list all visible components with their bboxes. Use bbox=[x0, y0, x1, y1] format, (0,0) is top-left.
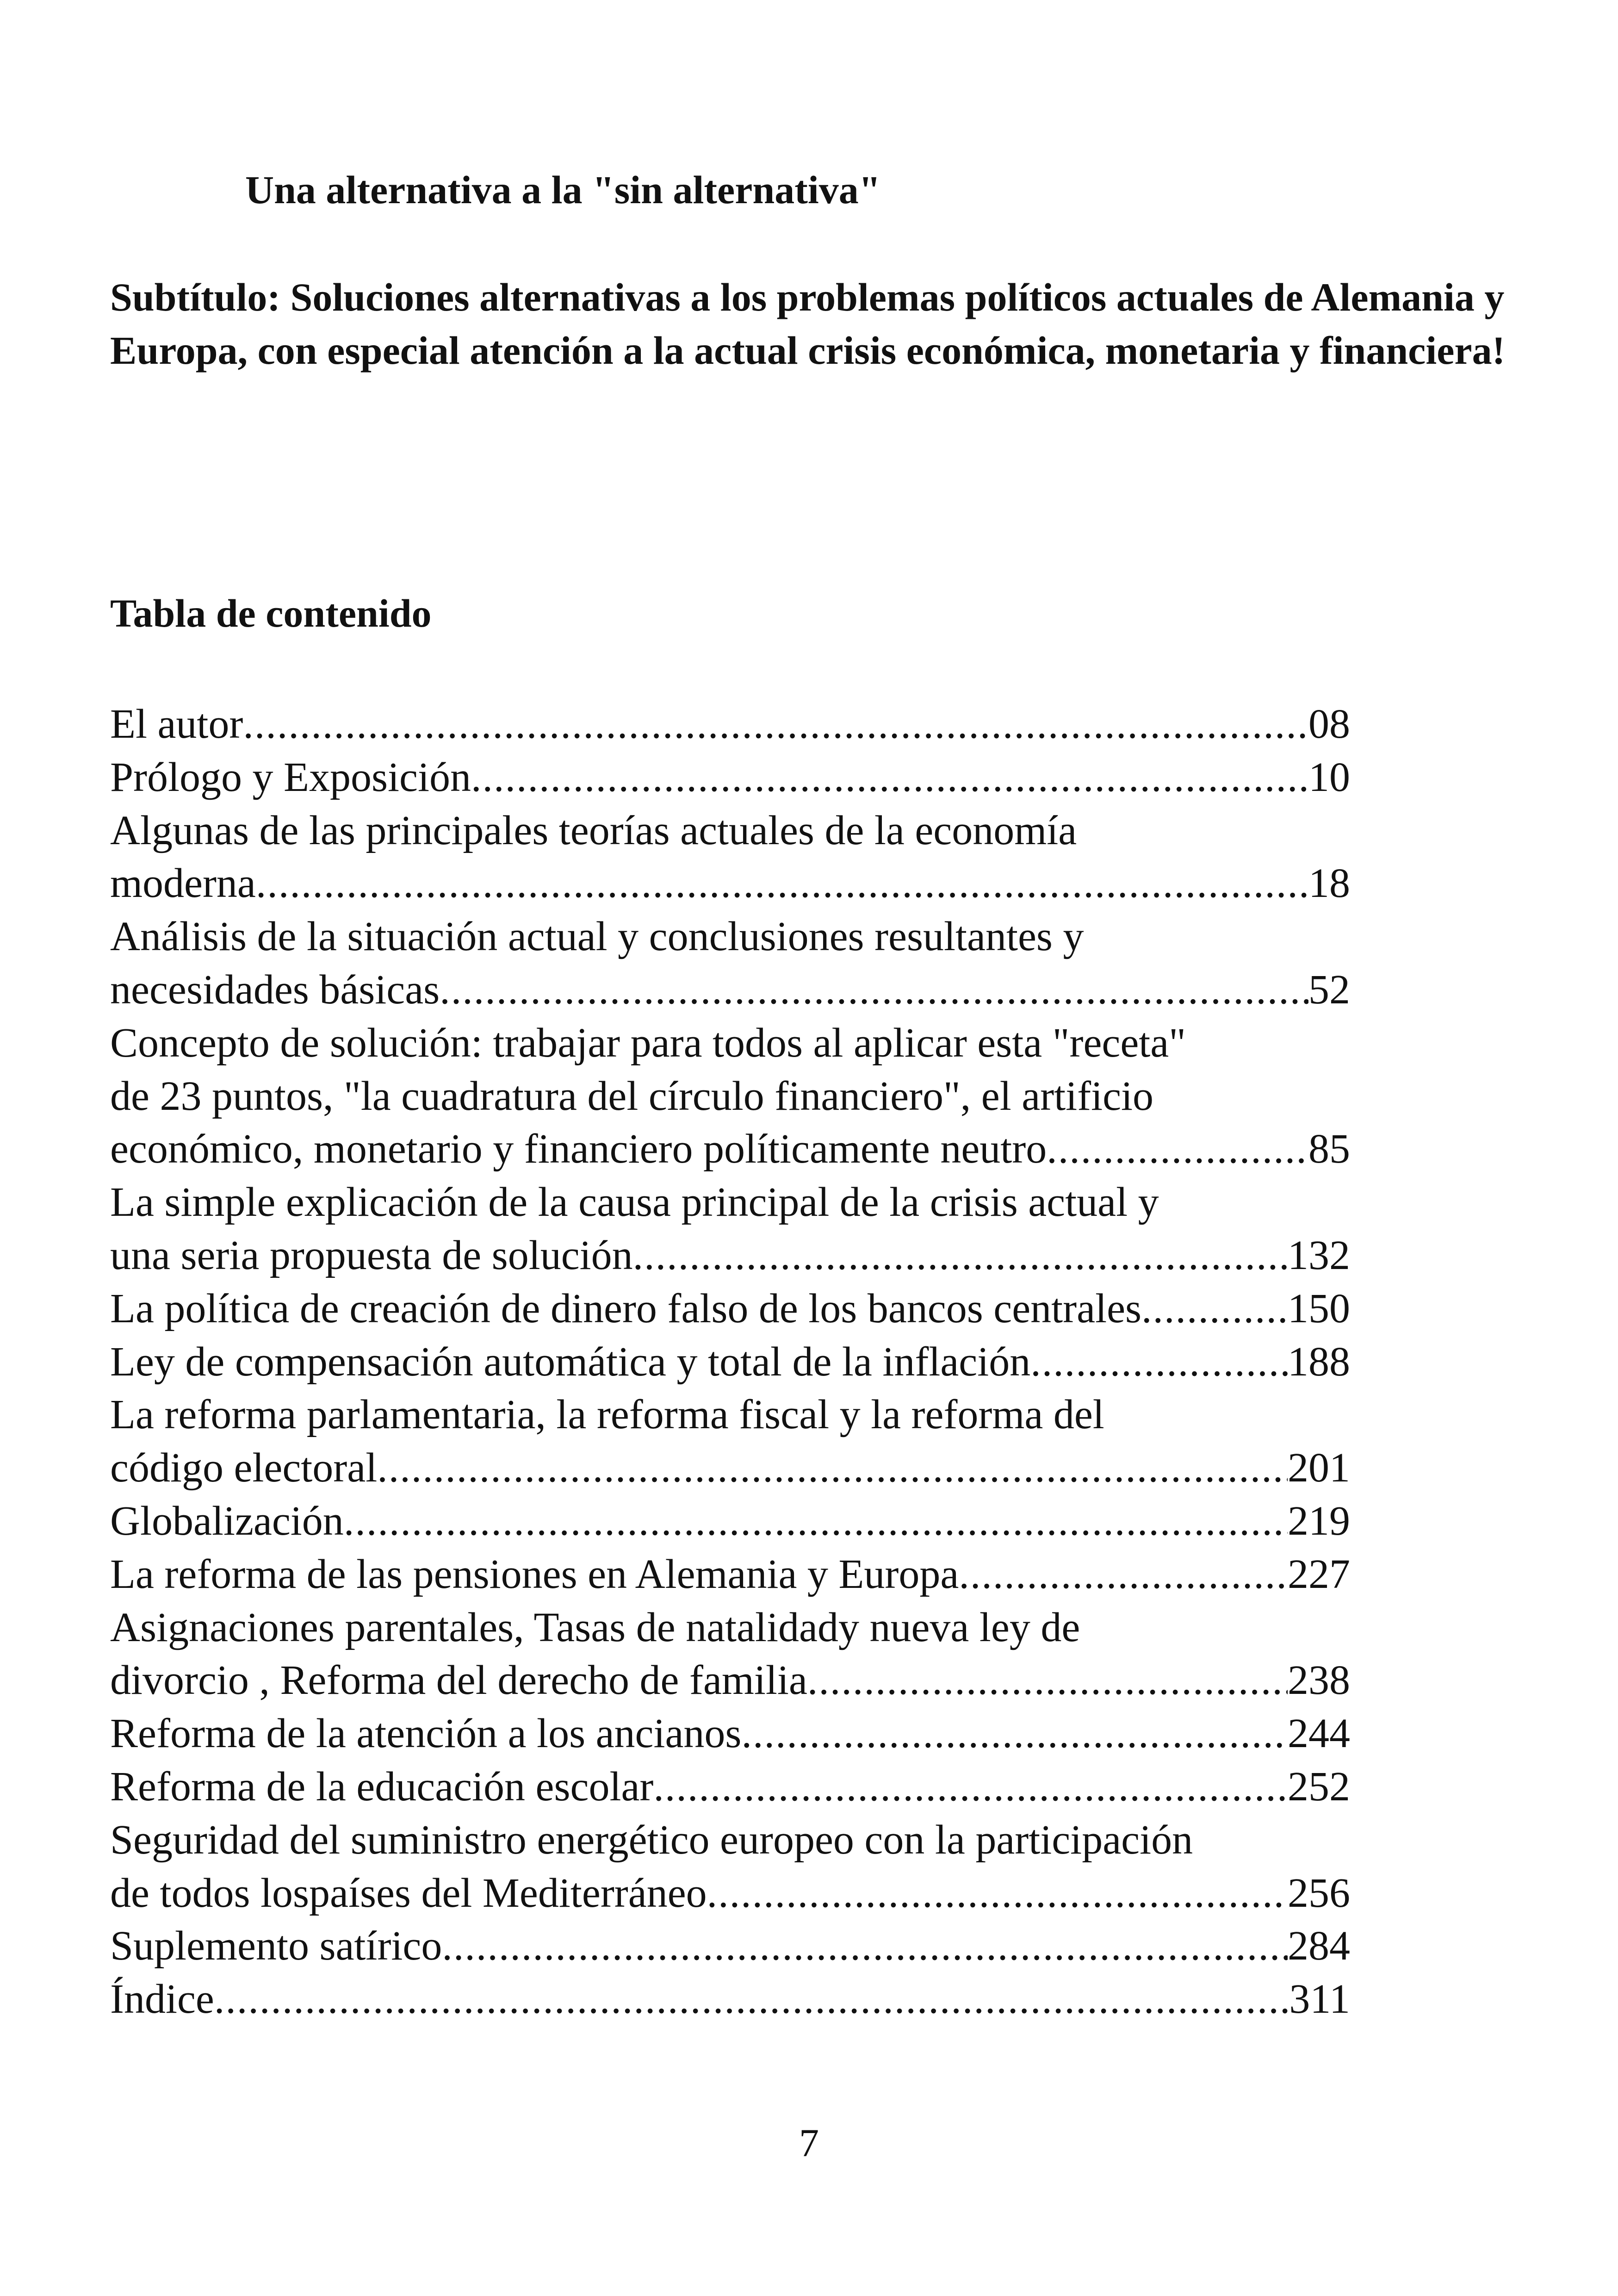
toc-entry-title: El autor bbox=[110, 701, 243, 747]
toc-entry-title: La política de creación de dinero falso de los bancos centrales bbox=[110, 1285, 1142, 1332]
toc-entry-line bbox=[110, 964, 1350, 1017]
toc-entry-page: 256 bbox=[1288, 1870, 1350, 1916]
toc-dot-leader bbox=[1141, 1282, 1288, 1336]
toc-entry-line bbox=[110, 1495, 1350, 1548]
toc-dot-leader bbox=[1047, 1123, 1308, 1176]
toc-dot-leader bbox=[653, 1761, 1288, 1814]
toc-entry-title: de todos lospaíses del Mediterráneo bbox=[110, 1870, 707, 1916]
toc-entry-title: Reforma de la educación escolar bbox=[110, 1763, 654, 1810]
toc-entry bbox=[110, 1282, 1350, 1336]
toc-entry-page: 08 bbox=[1308, 701, 1350, 747]
toc-entry bbox=[110, 1388, 1350, 1495]
toc-entry-title-line: de 23 puntos, "la cuadratura del círculo financiero", el artificio bbox=[110, 1073, 1154, 1119]
toc-entry-title: Índice bbox=[110, 1976, 214, 2022]
toc-entry-page: 201 bbox=[1288, 1445, 1350, 1491]
toc-entry bbox=[110, 1336, 1350, 1389]
toc-dot-leader bbox=[377, 1442, 1288, 1495]
toc-entry-title: necesidades básicas bbox=[110, 966, 440, 1013]
toc-entry-page: 238 bbox=[1288, 1657, 1350, 1704]
toc-entry-line bbox=[110, 1654, 1350, 1707]
book-title: Una alternativa a la "sin alternativa" bbox=[245, 168, 881, 212]
toc-entry bbox=[110, 698, 1350, 751]
toc-entry-page: 311 bbox=[1289, 1976, 1350, 2022]
toc-entry-title-line: Concepto de solución: trabajar para todos al aplicar esta "receta" bbox=[110, 1020, 1186, 1066]
toc-entry-line bbox=[110, 1442, 1350, 1495]
toc-entry-line bbox=[110, 1973, 1350, 2026]
toc-entry-title: Globalización bbox=[110, 1498, 344, 1544]
toc-entry bbox=[110, 1707, 1350, 1761]
toc-entry-title-line: Algunas de las principales teorías actuales de la economía bbox=[110, 807, 1077, 853]
table-of-contents bbox=[110, 698, 1350, 2026]
toc-entry-line bbox=[110, 1229, 1350, 1282]
toc-entry-page: 219 bbox=[1288, 1498, 1350, 1544]
toc-entry-title: La reforma de las pensiones en Alemania y Europa bbox=[110, 1551, 959, 1597]
toc-entry bbox=[110, 1548, 1350, 1601]
toc-dot-leader bbox=[1030, 1336, 1288, 1389]
toc-entry-page: 150 bbox=[1288, 1285, 1350, 1332]
toc-entry-title: Suplemento satírico bbox=[110, 1923, 442, 1969]
toc-entry-page: 132 bbox=[1288, 1232, 1350, 1278]
toc-entry-title: Prólogo y Exposición bbox=[110, 754, 471, 800]
page-number: 7 bbox=[799, 2121, 819, 2165]
toc-entry-title-line: Seguridad del suministro energético europeo con la participación bbox=[110, 1817, 1193, 1863]
toc-dot-leader bbox=[256, 857, 1308, 910]
toc-entry-title: Reforma de la atención a los ancianos bbox=[110, 1711, 742, 1757]
toc-entry-line bbox=[110, 1336, 1350, 1389]
toc-dot-leader bbox=[440, 964, 1308, 1017]
toc-dot-leader bbox=[633, 1229, 1288, 1282]
toc-entry bbox=[110, 804, 1350, 911]
toc-heading: Tabla de contenido bbox=[110, 591, 432, 635]
toc-entry-line bbox=[110, 1761, 1350, 1814]
toc-entry bbox=[110, 1017, 1350, 1176]
toc-entry-page: 18 bbox=[1308, 860, 1350, 907]
toc-dot-leader bbox=[344, 1495, 1288, 1548]
toc-entry-title: moderna bbox=[110, 860, 256, 907]
toc-entry-page: 244 bbox=[1288, 1711, 1350, 1757]
toc-entry-page: 227 bbox=[1288, 1551, 1350, 1597]
toc-entry bbox=[110, 1761, 1350, 1814]
toc-entry-line bbox=[110, 1282, 1350, 1336]
toc-entry-line bbox=[110, 1548, 1350, 1601]
toc-entry-title: Ley de compensación automática y total de la inflación bbox=[110, 1338, 1031, 1385]
toc-entry-page: 284 bbox=[1288, 1923, 1350, 1969]
toc-entry-title: económico, monetario y financiero políticamente neutro bbox=[110, 1126, 1047, 1172]
book-subtitle: Subtítulo: Soluciones alternativas a los problemas políticos actuales de Alemania y Europa, con especial atención a la actual crisis económica, monetaria y financiera! bbox=[110, 275, 1506, 373]
toc-entry-page: 52 bbox=[1308, 966, 1350, 1013]
toc-entry bbox=[110, 1601, 1350, 1708]
toc-dot-leader bbox=[959, 1548, 1288, 1601]
toc-entry-title: una seria propuesta de solución bbox=[110, 1232, 633, 1278]
toc-entry-page: 85 bbox=[1308, 1126, 1350, 1172]
toc-entry bbox=[110, 1495, 1350, 1548]
toc-entry-page: 252 bbox=[1288, 1763, 1350, 1810]
toc-entry-page: 188 bbox=[1288, 1338, 1350, 1385]
toc-dot-leader bbox=[243, 698, 1308, 751]
toc-entry-title: divorcio , Reforma del derecho de familia bbox=[110, 1657, 807, 1704]
toc-entry-line bbox=[110, 1707, 1350, 1761]
toc-entry bbox=[110, 1973, 1350, 2026]
toc-entry bbox=[110, 751, 1350, 804]
toc-dot-leader bbox=[214, 1973, 1289, 2026]
toc-entry-line bbox=[110, 857, 1350, 910]
toc-entry-title-line: Análisis de la situación actual y conclusiones resultantes y bbox=[110, 914, 1084, 960]
toc-entry-line bbox=[110, 1867, 1350, 1920]
toc-entry bbox=[110, 1920, 1350, 1973]
toc-dot-leader bbox=[707, 1867, 1288, 1920]
toc-dot-leader bbox=[471, 751, 1308, 804]
toc-entry-title-line: Asignaciones parentales, Tasas de natalidady nueva ley de bbox=[110, 1604, 1080, 1650]
toc-entry bbox=[110, 1814, 1350, 1920]
toc-entry-line bbox=[110, 1920, 1350, 1973]
toc-entry-line bbox=[110, 751, 1350, 804]
toc-entry-title-line: La reforma parlamentaria, la reforma fiscal y la reforma del bbox=[110, 1392, 1104, 1438]
toc-entry-line bbox=[110, 698, 1350, 751]
toc-dot-leader bbox=[807, 1654, 1288, 1707]
toc-entry-title: código electoral bbox=[110, 1445, 378, 1491]
toc-entry bbox=[110, 1176, 1350, 1282]
toc-entry-title-line: La simple explicación de la causa principal de la crisis actual y bbox=[110, 1179, 1159, 1226]
toc-dot-leader bbox=[741, 1707, 1288, 1761]
toc-entry bbox=[110, 910, 1350, 1017]
toc-dot-leader bbox=[442, 1920, 1288, 1973]
toc-entry-page: 10 bbox=[1308, 754, 1350, 800]
toc-entry-line bbox=[110, 1123, 1350, 1176]
